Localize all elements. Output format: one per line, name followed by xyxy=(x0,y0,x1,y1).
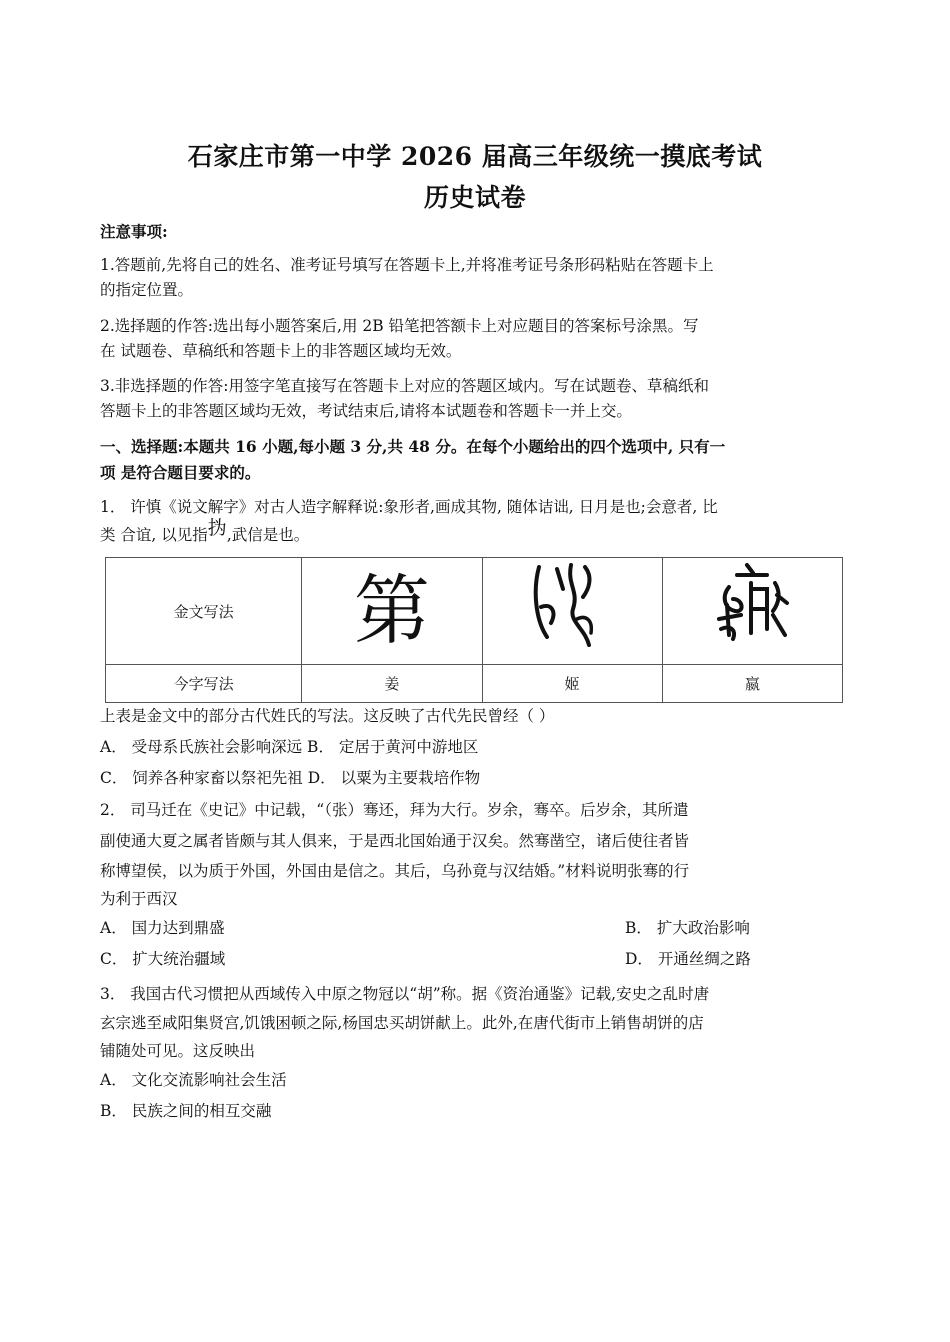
q2-stem-cont-2: 称博望侯，以为质于外国，外国由是信之。其后，乌孙竟与汉结婚。”材料说明张骞的行 xyxy=(100,862,690,880)
q3-stem-cont-2: 铺随处可见。这反映出 xyxy=(100,1042,256,1060)
jinwen-glyph-ji-image xyxy=(527,559,617,659)
exam-title: 石家庄市第一中学 2026 届高三年级统一摸底考试 xyxy=(187,142,763,171)
q1-stem-text-b: ,武信是也。 xyxy=(226,526,310,544)
q1-options-ab: A． 受母系氏族社会影响深远 B． 定居于黄河中游地区 xyxy=(100,738,479,756)
notice-item-1-cont: 的指定位置。 xyxy=(100,281,194,299)
q3-option-b: B． 民族之间的相互交融 xyxy=(100,1102,272,1120)
q2-option-c: C． 扩大统治疆域 xyxy=(100,950,226,968)
jinwen-glyph-cell xyxy=(662,558,842,665)
section-heading: 一、选择题:本题共 16 小题,每小题 3 分,共 48 分。在每个小题给出的四个选项中, 只有一 xyxy=(100,437,726,456)
table-row xyxy=(106,558,843,665)
jinwen-glyph-ying-image xyxy=(707,559,797,659)
jinwen-glyph-cell xyxy=(482,558,662,665)
q2-option-d: D． 开通丝绸之路 xyxy=(625,950,751,968)
jinwen-table xyxy=(105,557,843,703)
q1-options-cd: C． 饲养各种家畜以祭祀先祖 D． 以粟为主要栽培作物 xyxy=(100,769,481,787)
q1-question: 上表是金文中的部分古代姓氏的写法。这反映了古代先民曾经（ ） xyxy=(100,707,555,725)
q3-option-a: A． 文化交流影响社会生活 xyxy=(100,1071,287,1089)
exam-subject: 历史试卷 xyxy=(423,183,526,212)
jinwen-glyph-cell xyxy=(302,558,482,665)
q2-stem: 2． 司马迁在《史记》中记载，“（张）骞还，拜为大行。岁余，骞卒。后岁余，其所遣 xyxy=(100,801,689,819)
q2-option-a: A． 国力达到鼎盛 xyxy=(100,919,225,937)
row-label-jinwen: 金文写法 xyxy=(106,558,302,665)
notice-heading: 注意事项: xyxy=(100,222,168,241)
modern-char-ji: 姬 xyxy=(482,665,662,703)
notice-item-3: 3.非选择题的作答:用签字笔直接写在答题卡上对应的答题区域内。写在试题卷、草稿纸和 xyxy=(100,377,710,395)
q2-stem-cont-1: 副使通大夏之属者皆颇与其人俱来，于是西北国始通于汉矣。然骞凿空，诸后使往者皆 xyxy=(100,832,690,850)
row-label-modern: 今字写法 xyxy=(106,665,302,703)
q1-stem-cont xyxy=(100,517,860,549)
modern-char-ying: 嬴 xyxy=(662,665,842,703)
q1-inline-glyph: 㧑 xyxy=(207,517,227,539)
q1-stem-text-a: 类 合谊, 以见指 xyxy=(100,526,208,544)
q3-stem-cont-1: 玄宗逃至咸阳集贤宫,饥饿困顿之际,杨国忠买胡饼献上。此外,在唐代街市上销售胡饼的店 xyxy=(100,1014,704,1032)
q2-stem-cont-3: 为利于西汉 xyxy=(100,890,178,908)
q3-stem: 3． 我国古代习惯把从西域传入中原之物冠以“胡”称。据《资治通鉴》记载,安史之乱时唐 xyxy=(100,985,710,1003)
modern-char-jiang: 姜 xyxy=(302,665,482,703)
jinwen-glyph-1: 第 xyxy=(353,566,430,655)
notice-item-1: 1.答题前,先将自己的姓名、准考证号填写在答题卡上,并将准考证号条形码粘贴在答题卡上 xyxy=(100,256,714,274)
table-row xyxy=(106,665,843,703)
notice-item-3-cont: 答题卡上的非答题区域均无效，考试结束后,请将本试题卷和答题卡一并上交。 xyxy=(100,402,632,420)
section-heading-cont: 项 是符合题目要求的。 xyxy=(100,463,261,482)
notice-item-2-cont: 在 试题卷、草稿纸和答题卡上的非答题区域均无效。 xyxy=(100,342,462,360)
notice-item-2: 2.选择题的作答:选出每小题答案后,用 2B 铅笔把答额卡上对应题目的答案标号涂黑。写 xyxy=(100,317,699,335)
q2-option-b: B． 扩大政治影响 xyxy=(625,919,750,937)
q1-stem: 1． 许慎《说文解字》对古人造字解释说:象形者,画成其物, 随体诘诎, 日月是也;会意者, 比 xyxy=(100,498,718,516)
